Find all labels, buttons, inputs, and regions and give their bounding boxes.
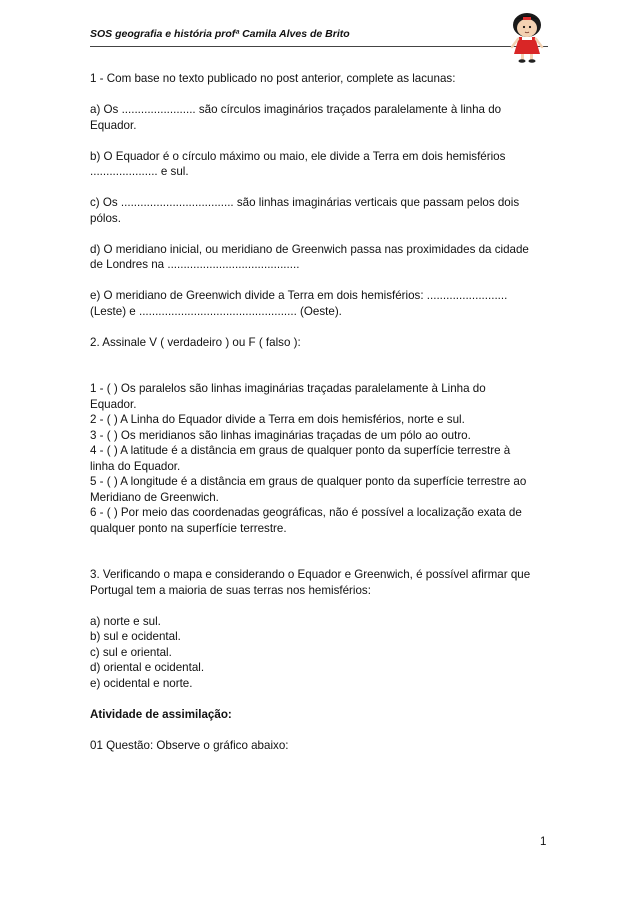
exercise2-line: linha do Equador. bbox=[90, 459, 181, 473]
page-number: 1 bbox=[540, 836, 547, 848]
exercise3-option: d) oriental e ocidental. bbox=[90, 661, 205, 674]
exercise3-prompt-line1: 3. Verificando o mapa e considerando o Equador e Greenwich, é possível afirmar que bbox=[90, 568, 531, 581]
document-header: SOS geografia e história profª Camila Alves de Brito bbox=[90, 28, 350, 40]
exercise2-line: 6 - ( ) Por meio das coordenadas geográficas, não é possível a localização exata de bbox=[90, 506, 522, 519]
exercise1-prompt: 1 - Com base no texto publicado no post anterior, complete as lacunas: bbox=[90, 72, 456, 85]
exercise3-option: a) norte e sul. bbox=[90, 614, 161, 628]
exercise1-item-b-line2: ..................... e sul. bbox=[90, 165, 189, 178]
exercise3-option: b) sul e ocidental. bbox=[90, 630, 181, 643]
exercise1-item-d-line2: de Londres na ......................................... bbox=[90, 258, 300, 271]
exercise1-item-e-line1: e) O meridiano de Greenwich divide a Terra em dois hemisférios: ......................... bbox=[90, 289, 508, 302]
exercise1-item-a-line1: a) Os ....................... são círculos imaginários traçados paralelamente à linha do bbox=[90, 103, 502, 116]
exercise2-line: 5 - ( ) A longitude é a distância em graus de qualquer ponto da superfície terrestre ao bbox=[90, 475, 527, 488]
exercise2-line: Equador. bbox=[90, 397, 137, 411]
document-body bbox=[90, 71, 550, 753]
mafalda-mascot-illustration bbox=[505, 10, 549, 64]
exercise2-prompt: 2. Assinale V ( verdadeiro ) ou F ( falso ): bbox=[90, 335, 301, 349]
exercise1-item-a-line2: Equador. bbox=[90, 118, 137, 132]
exercise2-line: 2 - ( ) A Linha do Equador divide a Terra em dois hemisférios, norte e sul. bbox=[90, 413, 465, 426]
exercise3-option: e) ocidental e norte. bbox=[90, 676, 193, 690]
exercise1-item-c-line1: c) Os ................................... são linhas imaginárias verticais que passam pelos dois bbox=[90, 196, 520, 209]
assimilation-question: 01 Questão: Observe o gráfico abaixo: bbox=[90, 738, 289, 752]
exercise3-option: c) sul e oriental. bbox=[90, 645, 172, 659]
exercise2-line: 4 - ( ) A latitude é a distância em graus de qualquer ponto da superfície terrestre à bbox=[90, 444, 511, 457]
exercise2-line: qualquer ponto na superfície terrestre. bbox=[90, 521, 287, 535]
exercise1-item-d-line1: d) O meridiano inicial, ou meridiano de Greenwich passa nas proximidades da cidade bbox=[90, 242, 529, 256]
assimilation-heading: Atividade de assimilação: bbox=[90, 707, 232, 721]
exercise1-item-c-line2: pólos. bbox=[90, 211, 121, 225]
exercise2-line: 3 - ( ) Os meridianos são linhas imaginárias traçadas de um pólo ao outro. bbox=[90, 428, 471, 442]
exercise1-item-b-line1: b) O Equador é o círculo máximo ou maio, ele divide a Terra em dois hemisférios bbox=[90, 149, 506, 163]
exercise1-item-e-line2: (Leste) e ................................................. (Oeste). bbox=[90, 304, 342, 318]
exercise2-line: Meridiano de Greenwich. bbox=[90, 490, 219, 504]
exercise3-prompt-line2: Portugal tem a maioria de suas terras nos hemisférios: bbox=[90, 583, 371, 597]
exercise2-line: 1 - ( ) Os paralelos são linhas imaginárias traçadas paralelamente à Linha do bbox=[90, 382, 486, 395]
header-divider bbox=[90, 46, 548, 47]
